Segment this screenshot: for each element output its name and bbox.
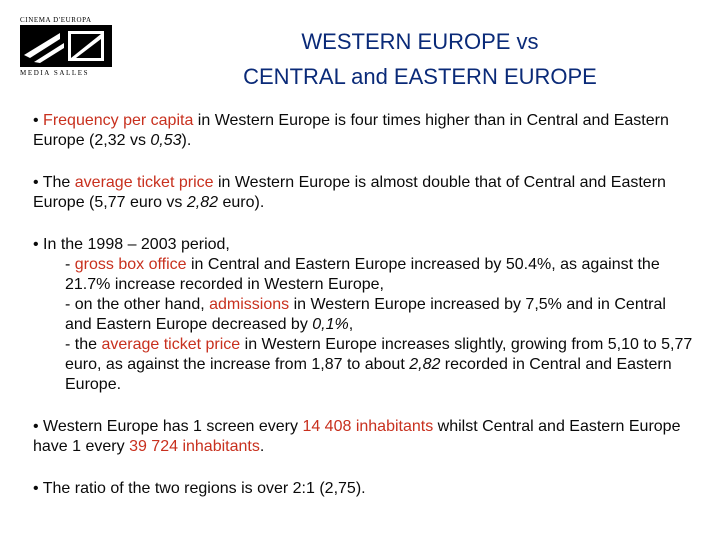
value-italic: 0,1%: [312, 316, 349, 333]
text: in Western Europe increases slightly, growing from 5,10 to 5,77 euro, as against the increase from 1,87 to about: [65, 336, 693, 373]
slide-content: [33, 111, 693, 521]
bullet-mark: •: [33, 112, 44, 129]
highlight-average-ticket-price: average ticket price: [101, 336, 241, 353]
bullet-period: [33, 235, 693, 395]
text: in Western Europe is almost double that of Central and Eastern Europe (5,77 euro vs: [33, 174, 666, 211]
bullet-ticket-price: [33, 173, 693, 213]
highlight-frequency: Frequency per capita: [43, 112, 194, 129]
title-line-1: WESTERN EUROPE vs: [301, 29, 539, 54]
title-line-2: CENTRAL and EASTERN EUROPE: [243, 64, 597, 89]
text: recorded in Central and Eastern Europe.: [65, 356, 672, 393]
text: • Western Europe has 1 screen every: [33, 418, 303, 435]
sub-item-box-office: [33, 255, 693, 295]
text: ,: [348, 316, 354, 333]
text: in Western Europe increased by 7,5% and in Central and Eastern Europe decreased by: [65, 296, 666, 333]
text: whilst Central and Eastern Europe have 1 every: [33, 418, 681, 455]
sub-item-ticket-price: [33, 335, 693, 395]
text: - the: [65, 336, 102, 353]
slide-title: [160, 24, 680, 94]
highlight-eastern-inhabitants: 39 724 inhabitants: [129, 438, 260, 455]
text: • The: [33, 174, 75, 191]
text: in Central and Eastern Europe increased by 50.4%, as against the 21.7% increase recorded in Western Europe,: [65, 256, 660, 293]
highlight-admissions: admissions: [209, 296, 290, 313]
period-intro: • In the 1998 – 2003 period,: [33, 236, 230, 253]
text: euro).: [218, 194, 265, 211]
logo-top-text: CINEMA D'EUROPA: [20, 16, 92, 24]
text: - on the other hand,: [65, 296, 210, 313]
sub-item-admissions: [33, 295, 693, 335]
highlight-western-inhabitants: 14 408 inhabitants: [302, 418, 434, 435]
media-salles-logo: [20, 16, 112, 78]
bullet-screens: [33, 417, 693, 457]
value-italic: 0,53: [150, 132, 182, 149]
text: -: [65, 256, 75, 273]
bullet-frequency: [33, 111, 693, 151]
highlight-gross-box-office: gross box office: [74, 256, 187, 273]
value-italic: 2,82: [186, 194, 219, 211]
highlight-average-ticket-price: average ticket price: [74, 174, 214, 191]
text: ).: [181, 132, 192, 149]
logo-bottom-text: MEDIA SALLES: [20, 69, 90, 77]
text: in Western Europe is four times higher than in Central and Eastern Europe (2,32 vs: [33, 112, 669, 149]
text: .: [259, 438, 265, 455]
value-italic: 2,82: [409, 356, 441, 373]
bullet-ratio: • The ratio of the two regions is over 2:1 (2,75).: [33, 480, 366, 497]
film-strip-icon: [20, 25, 112, 67]
